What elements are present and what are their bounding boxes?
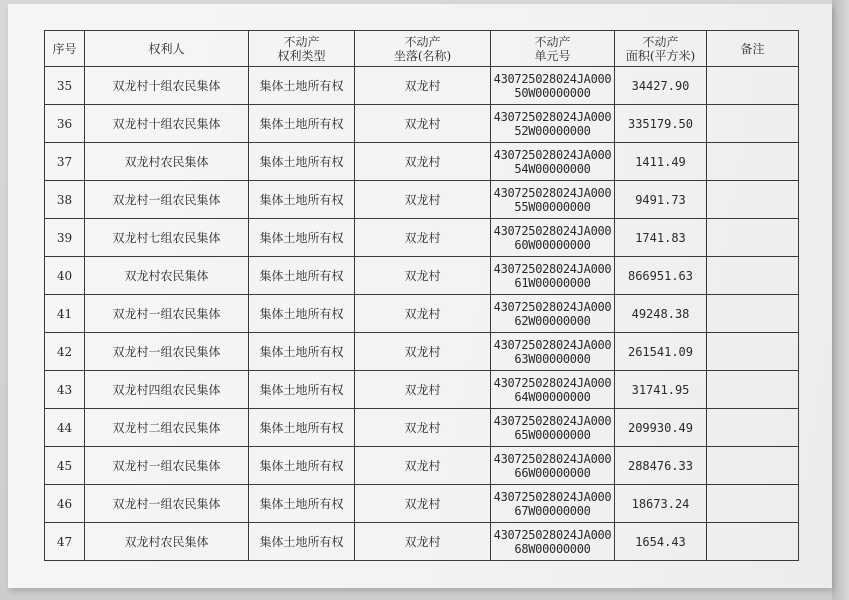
table-row [45,409,799,447]
cell-owner: 双龙村四组农民集体 [85,371,249,409]
property-registry-table [44,30,799,561]
cell-right-type: 集体土地所有权 [249,333,355,371]
cell-remark [707,447,799,485]
cell-seq: 46 [45,485,85,523]
cell-location: 双龙村 [355,447,491,485]
header-area-line1: 不动产 [642,34,679,49]
cell-right-type: 集体土地所有权 [249,257,355,295]
cell-seq: 45 [45,447,85,485]
cell-remark [707,409,799,447]
table-row [45,257,799,295]
cell-area: 1411.49 [615,143,707,181]
header-remark: 备注 [707,31,799,67]
cell-owner: 双龙村农民集体 [85,143,249,181]
cell-remark [707,181,799,219]
header-area-line2: 面积(平方米) [625,48,696,63]
cell-unit-no: 430725028024JA00054W00000000 [491,143,615,181]
cell-unit-no: 430725028024JA00050W00000000 [491,67,615,105]
header-right-type [249,31,355,67]
table-row [45,371,799,409]
cell-location: 双龙村 [355,485,491,523]
cell-right-type: 集体土地所有权 [249,105,355,143]
cell-remark [707,67,799,105]
desk-edge [832,0,849,600]
cell-area: 335179.50 [615,105,707,143]
cell-location: 双龙村 [355,257,491,295]
cell-right-type: 集体土地所有权 [249,219,355,257]
cell-remark [707,333,799,371]
header-owner: 权利人 [85,31,249,67]
table-row [45,143,799,181]
cell-area: 261541.09 [615,333,707,371]
cell-owner: 双龙村一组农民集体 [85,181,249,219]
cell-unit-no: 430725028024JA00055W00000000 [491,181,615,219]
cell-owner: 双龙村二组农民集体 [85,409,249,447]
header-location [355,31,491,67]
header-location-line2: 坐落(名称) [393,48,452,63]
cell-area: 288476.33 [615,447,707,485]
cell-area: 31741.95 [615,371,707,409]
cell-remark [707,485,799,523]
cell-location: 双龙村 [355,181,491,219]
table-row [45,181,799,219]
cell-unit-no: 430725028024JA00066W00000000 [491,447,615,485]
table-row [45,105,799,143]
cell-owner: 双龙村农民集体 [85,257,249,295]
cell-unit-no: 430725028024JA00064W00000000 [491,371,615,409]
cell-unit-no: 430725028024JA00067W00000000 [491,485,615,523]
header-unit-no [491,31,615,67]
cell-seq: 39 [45,219,85,257]
cell-seq: 44 [45,409,85,447]
cell-seq: 38 [45,181,85,219]
cell-location: 双龙村 [355,523,491,561]
cell-location: 双龙村 [355,219,491,257]
cell-location: 双龙村 [355,371,491,409]
cell-owner: 双龙村十组农民集体 [85,105,249,143]
cell-unit-no: 430725028024JA00068W00000000 [491,523,615,561]
cell-area: 34427.90 [615,67,707,105]
cell-seq: 47 [45,523,85,561]
cell-owner: 双龙村一组农民集体 [85,295,249,333]
header-area [615,31,707,67]
table-row [45,333,799,371]
cell-seq: 42 [45,333,85,371]
cell-right-type: 集体土地所有权 [249,143,355,181]
cell-remark [707,295,799,333]
cell-area: 1654.43 [615,523,707,561]
cell-area: 866951.63 [615,257,707,295]
cell-owner: 双龙村七组农民集体 [85,219,249,257]
table-row [45,447,799,485]
cell-right-type: 集体土地所有权 [249,67,355,105]
cell-seq: 35 [45,67,85,105]
cell-owner: 双龙村一组农民集体 [85,333,249,371]
cell-right-type: 集体土地所有权 [249,181,355,219]
cell-unit-no: 430725028024JA00052W00000000 [491,105,615,143]
cell-area: 18673.24 [615,485,707,523]
cell-area: 49248.38 [615,295,707,333]
table-header-row [45,31,799,67]
cell-remark [707,105,799,143]
cell-owner: 双龙村农民集体 [85,523,249,561]
cell-location: 双龙村 [355,295,491,333]
cell-seq: 43 [45,371,85,409]
cell-right-type: 集体土地所有权 [249,447,355,485]
cell-seq: 40 [45,257,85,295]
table-row [45,67,799,105]
cell-remark [707,523,799,561]
cell-remark [707,143,799,181]
cell-unit-no: 430725028024JA00060W00000000 [491,219,615,257]
cell-right-type: 集体土地所有权 [249,295,355,333]
cell-remark [707,371,799,409]
cell-owner: 双龙村一组农民集体 [85,485,249,523]
cell-seq: 41 [45,295,85,333]
cell-owner: 双龙村一组农民集体 [85,447,249,485]
cell-right-type: 集体土地所有权 [249,409,355,447]
header-unit-no-line1: 不动产 [534,34,571,49]
cell-unit-no: 430725028024JA00062W00000000 [491,295,615,333]
cell-remark [707,219,799,257]
cell-remark [707,257,799,295]
cell-right-type: 集体土地所有权 [249,523,355,561]
cell-right-type: 集体土地所有权 [249,371,355,409]
table-row [45,295,799,333]
cell-location: 双龙村 [355,67,491,105]
cell-location: 双龙村 [355,105,491,143]
cell-location: 双龙村 [355,143,491,181]
cell-area: 209930.49 [615,409,707,447]
header-right-type-line2: 权利类型 [277,48,326,63]
cell-area: 1741.83 [615,219,707,257]
cell-unit-no: 430725028024JA00063W00000000 [491,333,615,371]
cell-unit-no: 430725028024JA00065W00000000 [491,409,615,447]
header-location-line1: 不动产 [404,34,441,49]
cell-location: 双龙村 [355,409,491,447]
cell-area: 9491.73 [615,181,707,219]
table-row [45,523,799,561]
cell-seq: 36 [45,105,85,143]
table-row [45,485,799,523]
cell-unit-no: 430725028024JA00061W00000000 [491,257,615,295]
cell-location: 双龙村 [355,333,491,371]
cell-right-type: 集体土地所有权 [249,485,355,523]
header-right-type-line1: 不动产 [283,34,320,49]
header-unit-no-line2: 单元号 [534,48,571,63]
cell-seq: 37 [45,143,85,181]
header-seq: 序号 [45,31,85,67]
table-row [45,219,799,257]
cell-owner: 双龙村十组农民集体 [85,67,249,105]
